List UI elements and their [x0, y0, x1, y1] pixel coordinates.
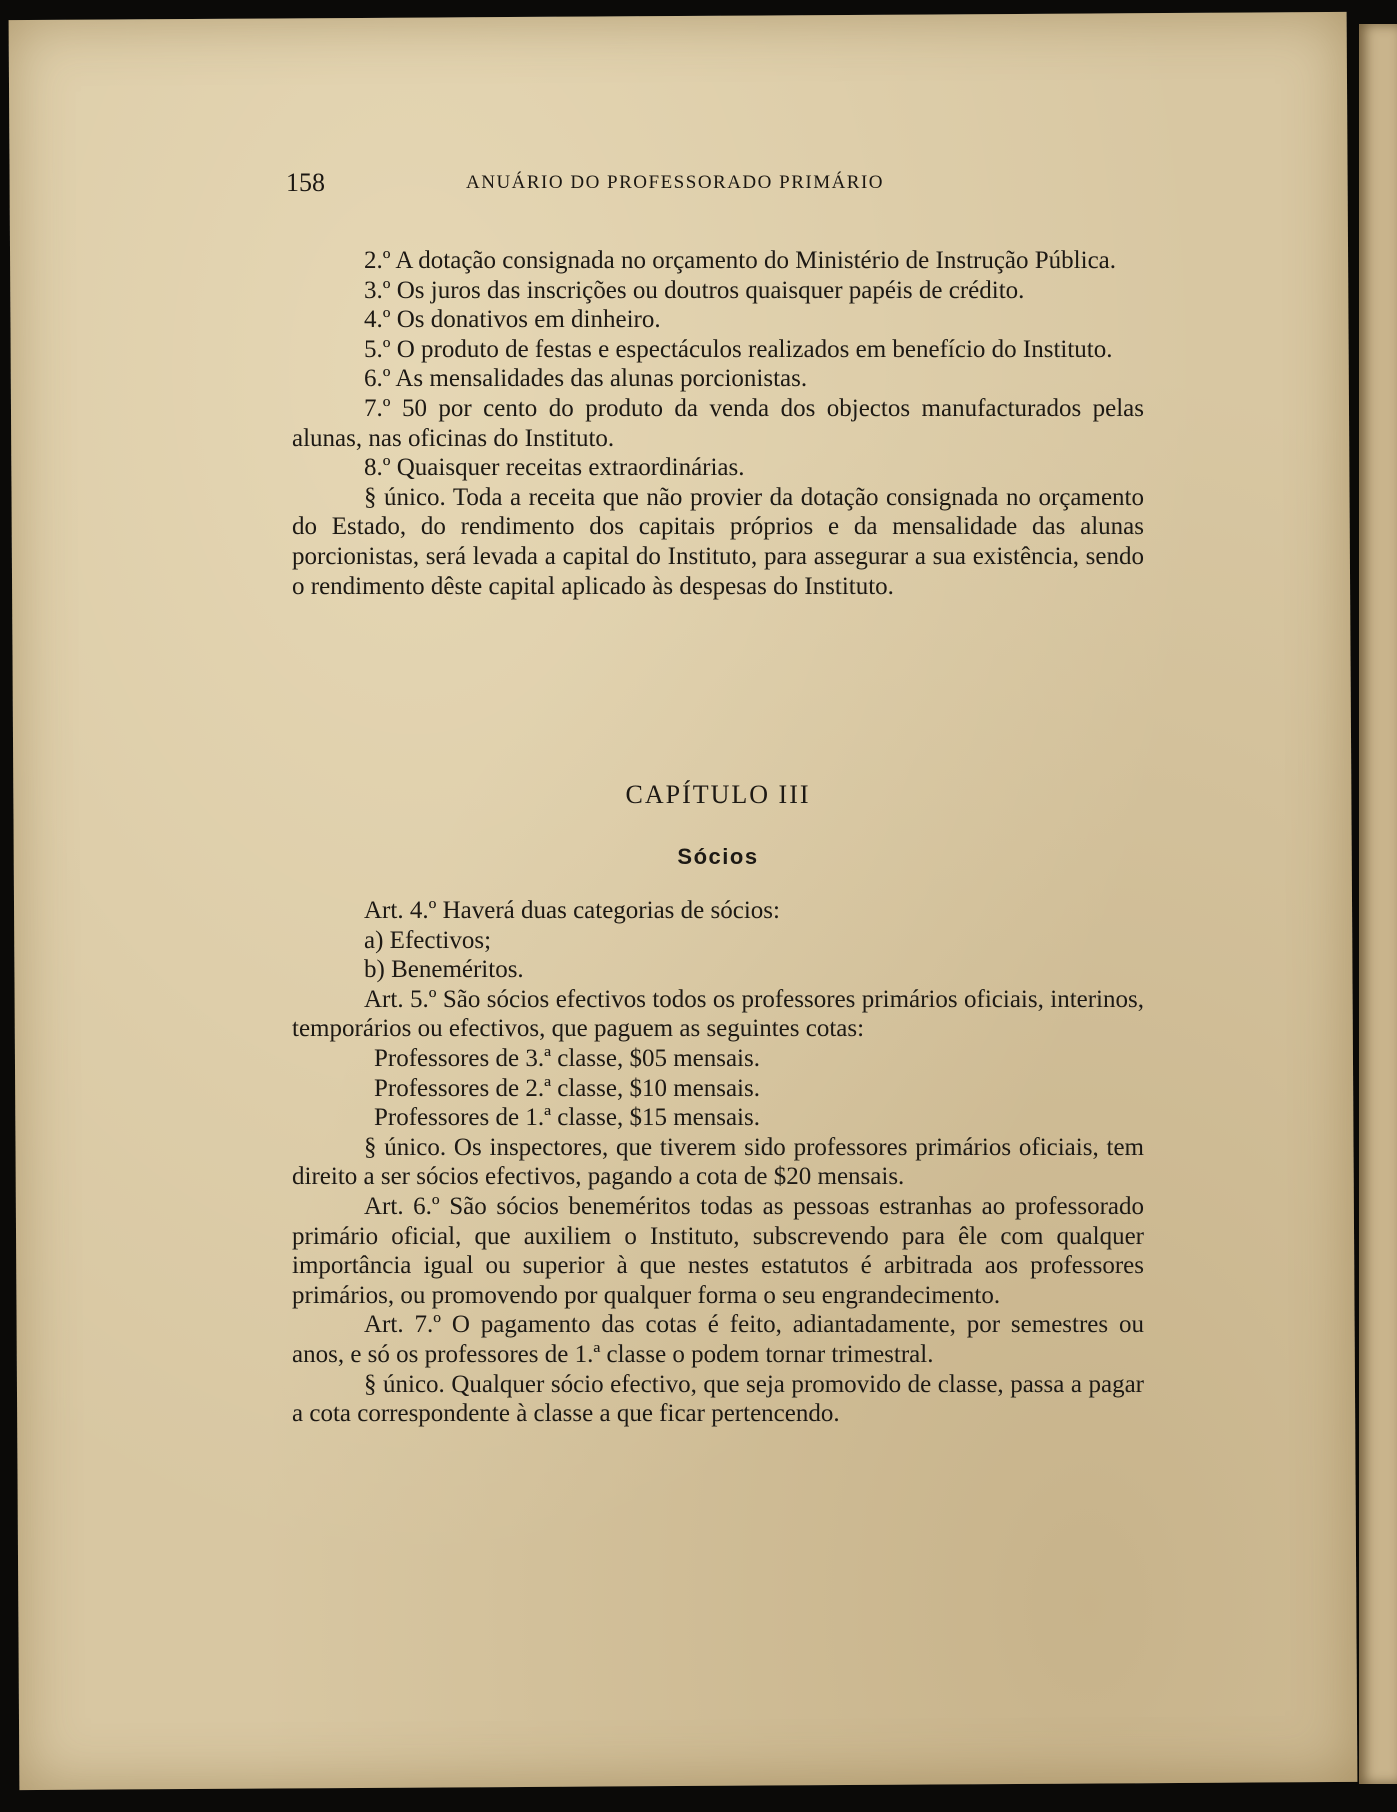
income-sources-list: [292, 246, 1144, 601]
article-6: Art. 6.º São sócios beneméritos todas as pessoas estranhas ao professorado primário oficial, que auxiliem o Instituto, subscrevendo para êle com qualquer importância igual ou superior à que nestes estatutos é arbitrada aos professores primários, ou promovendo por qualquer forma o seu engrandecimento.: [292, 1192, 1144, 1309]
fee-line-3rd-class: Professores de 3.ª classe, $05 mensais.: [374, 1044, 760, 1072]
income-sole-paragraph: § único. Toda a receita que não provier da dotação consignada no orçamento do Estado, do rendimento dos capitais próprios e da mensalidade das alunas porcionistas, será levada a capital do Instituto, para assegurar a sua existência, sendo o rendimento dêste capital aplicado às despesas do Instituto.: [292, 483, 1144, 600]
facing-page-edge: [1359, 24, 1397, 1784]
income-item-2: 2.º A dotação consignada no orçamento do Ministério de Instrução Pública.: [364, 247, 1117, 274]
fee-line-1st-class: Professores de 1.ª classe, $15 mensais.: [374, 1104, 760, 1132]
article-4: Art. 4.º Haverá duas categorias de sócios:: [364, 897, 780, 924]
member-category-a: a) Efectivos;: [364, 926, 492, 954]
income-item-5: 5.º O produto de festas e espectáculos realizados em benefício do Instituto.: [364, 335, 1113, 363]
members-section: [292, 896, 1144, 1429]
page-number: 158: [286, 168, 325, 197]
page-header: [286, 168, 1266, 202]
article-5: Art. 5.º São sócios efectivos todos os professores primários oficiais, interinos, temporários ou efectivos, que paguem as seguintes cotas:: [292, 985, 1144, 1043]
article-5-sole-paragraph: § único. Os inspectores, que tiverem sido professores primários oficiais, tem direito a ser sócios efectivos, pagando a cota de $20 mensais.: [292, 1133, 1144, 1191]
chapter-title: CAPÍTULO III: [625, 780, 811, 809]
income-item-6: 6.º As mensalidades das alunas porcionistas.: [364, 365, 808, 393]
running-title: ANUÁRIO DO PROFESSORADO PRIMÁRIO: [466, 172, 885, 193]
article-7: Art. 7.º O pagamento das cotas é feito, adiantadamente, por semestres ou anos, e só os professores de 1.ª classe o podem tornar trimestral.: [292, 1311, 1144, 1368]
fee-line-2nd-class: Professores de 2.ª classe, $10 mensais.: [374, 1074, 760, 1102]
income-item-7: 7.º 50 por cento do produto da venda dos objectos manufacturados pelas alunas, nas oficinas do Instituto.: [292, 394, 1144, 452]
income-item-4: 4.º Os donativos em dinheiro.: [364, 306, 661, 334]
article-7-sole-paragraph: § único. Qualquer sócio efectivo, que seja promovido de classe, passa a pagar a cota correspondente à classe a que ficar pertencendo.: [292, 1370, 1144, 1428]
member-category-b: b) Beneméritos.: [364, 956, 524, 984]
income-item-8: 8.º Quaisquer receitas extraordinárias.: [364, 454, 745, 482]
income-item-3: 3.º Os juros das inscrições ou doutros quaisquer papéis de crédito.: [364, 276, 1025, 304]
section-title: Sócios: [677, 844, 759, 869]
